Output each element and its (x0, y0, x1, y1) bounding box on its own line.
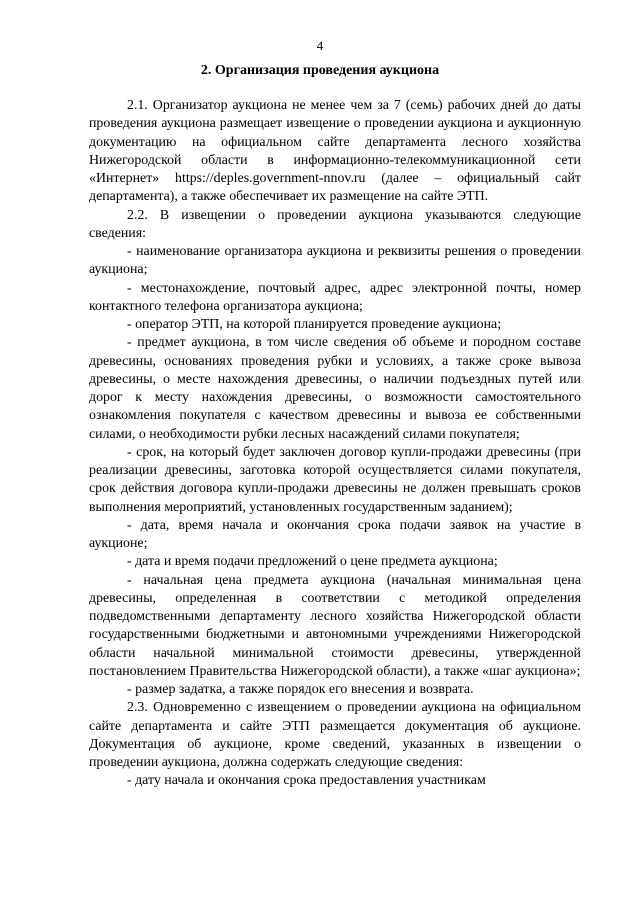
section-title: 2. Организация проведения аукциона (200, 63, 440, 78)
list-item-auction-subject: - предмет аукциона, в том числе сведения об объеме и породном составе древесины, основаниях проведения рубки и условиях, а также сроке вывоза древесины, о месте нахождения древесины, о наличии подъездных путей или дорог к месту нахождения древесины, о возможности самостоятельного ознакомления покупателя с качеством древесины и вывоза ее собственными силами, о необходимости рубки лесных насаждений силами покупателя; (89, 335, 581, 442)
paragraph-2-2: 2.2. В извещении о проведении аукциона указываются следующие сведения: (89, 207, 581, 241)
list-item-etp-operator: - оператор ЭТП, на которой планируется проведение аукциона; (127, 317, 502, 332)
list-item-submission-dates: - дату начала и окончания срока предоставления участникам (127, 773, 486, 789)
list-item-price-offers: - дата и время подачи предложений о цене предмета аукциона; (127, 554, 498, 570)
list-item-initial-price: - начальная цена предмета аукциона (начальная минимальная цена древесины, определенная в соответствии с методикой определения подведомственными департаменту лесного хозяйства Нижегородской области государственными бюджетными и автономными учреждениями Нижегородской области начальной минимальной стоимости древесины, утвержденной постановлением Правительства Нижегородской области), а также «шаг аукциона»; (89, 572, 581, 679)
list-item-deposit: - размер задатка, а также порядок его внесения и возврата. (127, 682, 474, 697)
list-item-contract-term: - срок, на который будет заключен договор купли-продажи древесины (при реализации древесины, заготовка которой осуществляется силами покупателя, срок действия договора купли-продажи древесины не должен превышать сроков выполнения мероприятий, установленных государственным заданием); (89, 444, 581, 515)
paragraph-2-3: 2.3. Одновременно с извещением о проведении аукциона на официальном сайте департамента и сайте ЭТП размещается документация об аукционе. Документация об аукционе, кроме сведений, указанных в извещении о проведении аукциона, должна содержать следующие сведения: (89, 700, 581, 770)
list-item-location: - местонахождение, почтовый адрес, адрес электронной почты, номер контактного телефона организатора аукциона; (89, 280, 581, 314)
page-number: 4 (316, 38, 324, 53)
list-item-organizer: - наименование организатора аукциона и реквизиты решения о проведении аукциона; (89, 244, 581, 278)
document-body (89, 97, 581, 791)
paragraph-2-1: 2.1. Организатор аукциона не менее чем за 7 (семь) рабочих дней до даты проведения аукциона размещает извещение о проведении аукциона и аукционную документацию на официальном сайте департамента лесного хозяйства Нижегородской области в информационно-телекоммуникационной сети «Интернет» https://deples.government-nnov.ru (далее – официальный сайт департамента), а также обеспечивает их размещение на сайте ЭТП. (89, 98, 581, 205)
list-item-application-period: - дата, время начала и окончания срока подачи заявок на участие в аукционе; (89, 517, 581, 551)
